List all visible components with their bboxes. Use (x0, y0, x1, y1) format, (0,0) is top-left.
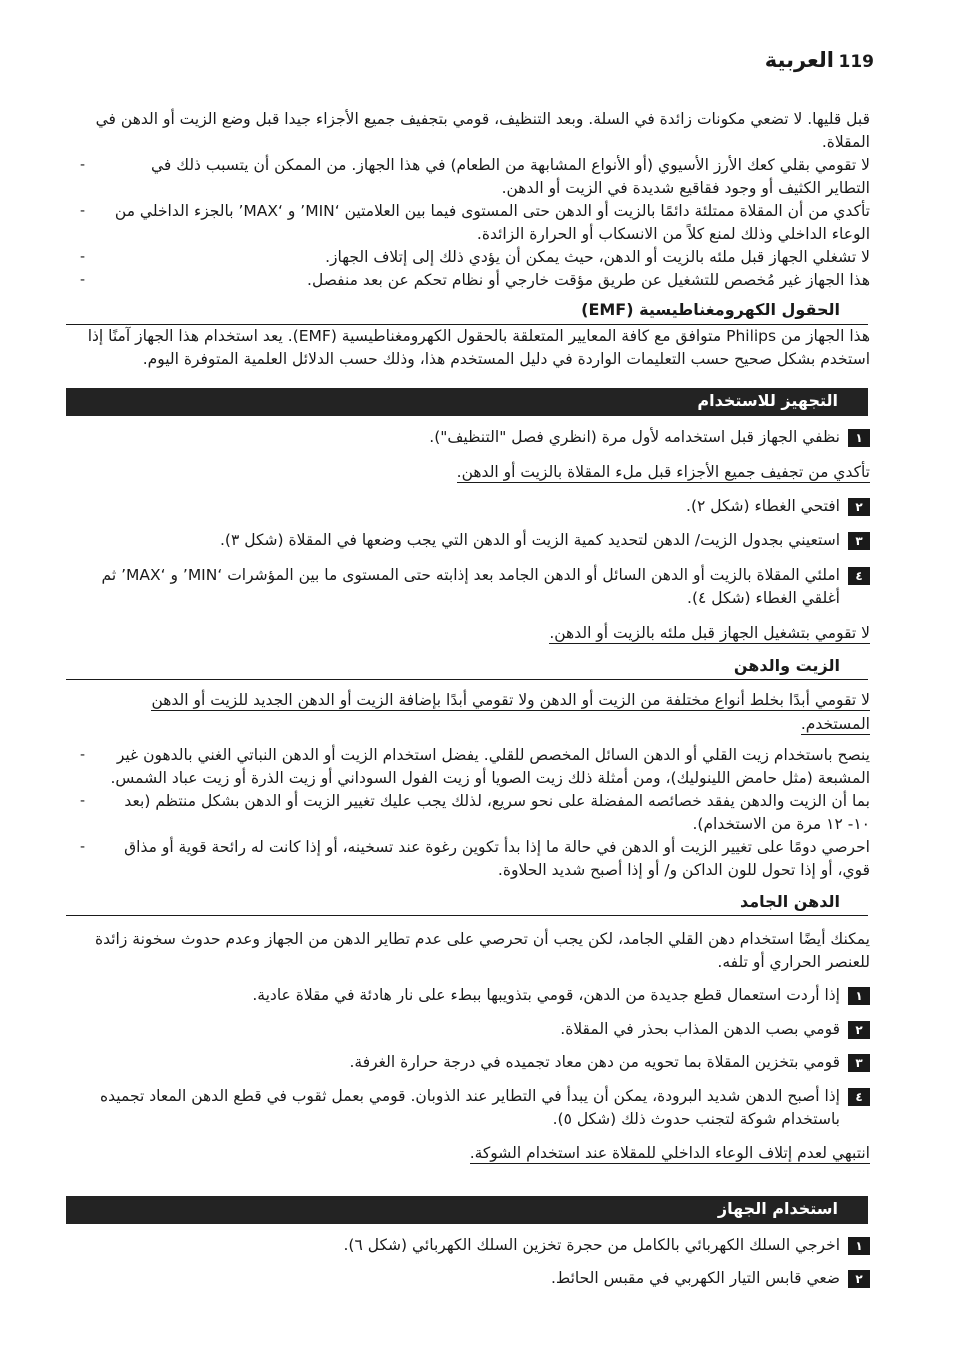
list-item (80, 154, 870, 200)
step-number: ١ (848, 429, 870, 447)
step-number: ٣ (848, 1054, 870, 1072)
list-item-text: بما أن الزيت والدهن يفقد خصائصه المفضلة على نحو سريع، لذلك يجب عليك تغيير الزيت أو الدهن بشكل منتظم (بعد ١٠- ١٢ مرة من الاستخدام). (124, 792, 870, 833)
step-number: ١ (848, 987, 870, 1005)
step-number: ٤ (848, 567, 870, 585)
step-item (80, 426, 870, 449)
emf-paragraph: هذا الجهاز من Philips متوافق مع كافة المعايير المتعلقة بالحقول الكهرومغناطيسية (EMF). يعد استخدام هذا الجهاز آمنًا إذا استخدم بشكل صحيح حسب التعليمات الواردة في دليل المستخدم هذا، وذلك حسب الدلائل العلمية المتوفرة اليوم. (87, 327, 870, 368)
bullet-dash: - (80, 272, 86, 288)
oil-heading: الزيت والدهن (733, 656, 840, 675)
step-number: ٢ (848, 1021, 870, 1039)
step-item (80, 495, 870, 518)
bullet-dash: - (80, 793, 86, 809)
bullet-dash: - (80, 839, 86, 855)
intro-paragraph: قبل قليها. لا تضعي مكونات زائدة في السلة. وبعد التنظيف، قومي بتجفيف جميع الأجزاء جيدا قبل وضع الزيت أو الدهن في المقلاة. (95, 110, 870, 151)
step-number: ٣ (848, 532, 870, 550)
section-title: استخدام الجهاز (717, 1199, 838, 1218)
step-text: قومي بصب الدهن المذاب بحذر في المقلاة. (560, 1020, 840, 1038)
section-bar-use (66, 1196, 868, 1224)
step-text: افتحي الغطاء (شكل ٢). (686, 497, 840, 515)
step-text: اخرجي السلك الكهربائي بالكامل من حجرة تخزين السلك الكهربائي (شكل ٦). (343, 1236, 840, 1254)
list-item-text: لا تقومي بقلي كعك الأرز الأسيوي (أو الأنواع المشابهة من الطعام) في هذا الجهاز. من الممكن أن يتسبب ذلك في التطاير الكثيف أو وجود فقاقيع شديدة في الزيت أو الدهن. (151, 156, 870, 197)
warning-text: تأكدي من تجفيف جميع الأجزاء قبل ملء المقلاة بالزيت أو الدهن. (456, 463, 870, 481)
bullet-dash: - (80, 747, 86, 763)
list-item (80, 744, 870, 790)
list-item-text: هذا الجهاز غير مُخصص للتشغيل عن طريق مؤقت خارجي أو نظام تحكم عن بعد منفصل. (307, 271, 870, 289)
step-text: نظفي الجهاز قبل استخدامه لأول مرة (انظري فصل "التنظيف"). (429, 428, 840, 446)
step-number: ١ (848, 1237, 870, 1255)
step-item (80, 1085, 870, 1131)
warning-text: لا تقومي بتشغيل الجهاز قبل ملئه بالزيت أو الدهن. (549, 624, 870, 642)
list-item (80, 790, 870, 836)
emf-heading: الحقول الكهرومغناطيسية (EMF) (581, 300, 840, 319)
language-title: العربية (764, 48, 834, 72)
warning-text: لا تقومي أبدًا بخلط أنواع مختلفة من الزيت أو الدهن ولا تقومي أبدًا بإضافة الزيت أو الدهن الجديد للزيت أو الدهن المستخدم. (151, 691, 870, 733)
warning-note (80, 1142, 870, 1165)
bullet-dash: - (80, 203, 86, 219)
list-item-text: احرصي دومًا على تغيير الزيت أو الدهن في حالة ما إذا بدأ تكوين رغوة عند تسخينه، أو إذا كانت له رائحة قوية أو مذاق قوي، أو إذا تحول للون الداكن و/ أو إذا أصبح شديد الحلاوة. (124, 838, 870, 879)
warning-note (80, 622, 870, 645)
section-bar-prep (66, 388, 868, 416)
step-text: استعيني بجدول الزيت/ الدهن لتحديد كمية الزيت أو الدهن التي يجب وضعها في المقلاة (شكل ٣). (220, 531, 840, 549)
list-item-text: لا تشغلي الجهاز قبل ملئه بالزيت أو الدهن، حيث يمكن أن يؤدي ذلك إلى إتلاف الجهاز. (325, 248, 870, 266)
warning-note (80, 461, 870, 484)
bullet-dash: - (80, 157, 86, 173)
page-header (574, 50, 874, 76)
step-item (80, 1234, 870, 1257)
step-number: ٢ (848, 1270, 870, 1288)
step-item (80, 1051, 870, 1074)
step-text: قومي بتخزين المقلاة بما تحويه من دهن معاد تجميده في درجة حرارة الغرفة. (349, 1053, 840, 1071)
step-number: ٢ (848, 498, 870, 516)
divider (66, 915, 868, 916)
step-item (80, 984, 870, 1007)
step-text: إذا أصبح الدهن شديد البرودة، يمكن أن يبدأ في التطاير عند الذوبان. قومي بعمل ثقوب في قطع الدهن المعاد تجميده باستخدام شوكة لتجنب حدوث ذلك (شكل ٥). (100, 1087, 840, 1128)
divider (66, 679, 868, 680)
step-text: ضعي قابس التيار الكهربي في مقبس الحائط. (550, 1269, 840, 1287)
step-item (80, 1267, 870, 1290)
warning-note (80, 688, 870, 736)
list-item-text: تأكدي من أن المقلاة ممتلئة دائمًا بالزيت أو الدهن حتى المستوى فيما بين العلامتين ‘MIN’ و ‘MAX’ بالجزء الداخلي من الوعاء الداخلي وذلك لمنع كلاً من الانسكاب أو الحرارة الزائدة. (114, 202, 870, 243)
page-number: 119 (838, 52, 874, 72)
warning-text: انتبهي لعدم إتلاف الوعاء الداخلي للمقلاة عند استخدام الشوكة. (469, 1144, 870, 1162)
list-item (80, 246, 870, 269)
step-item (80, 564, 870, 610)
step-text: إذا أردت استعمال قطع جديدة من الدهن، قومي بتذويبها ببطء على نار هادئة في مقلاة عادية. (252, 986, 840, 1004)
solid-fat-heading: الدهن الجامد (740, 892, 840, 911)
solid-fat-paragraph: يمكنك أيضًا استخدام دهن القلي الجامد، لكن يجب أن تحرصي على عدم تطاير الدهن من الجهاز وعدم حدوث سخونة زائدة للعنصر الحراري أو تلفه. (94, 930, 870, 971)
step-number: ٤ (848, 1088, 870, 1106)
list-item (80, 836, 870, 882)
list-item (80, 200, 870, 246)
list-item-text: ينصح باستخدام زيت القلي أو الدهن السائل المخصص للقلي. يفضل استخدام الزيت أو الدهن النباتي الغني بالدهون غير المشبعة (مثل حامض اللينوليك)، ومن أمثلة ذلك زيت الصويا أو زيت الفول السوداني أو زيت الذرة أو زيت عباد الشمس. (110, 746, 870, 787)
step-text: املئي المقلاة بالزيت أو الدهن السائل أو الدهن الجامد بعد إذابته حتى المستوى ما بين المؤشرات ‘MIN’ و ‘MAX’ ثم أغلقي الغطاء (شكل ٤). (101, 566, 840, 607)
section-title: التجهيز للاستخدام (697, 391, 838, 410)
step-item (80, 529, 870, 552)
bullet-dash: - (80, 249, 86, 265)
step-item (80, 1018, 870, 1041)
list-item (80, 269, 870, 292)
